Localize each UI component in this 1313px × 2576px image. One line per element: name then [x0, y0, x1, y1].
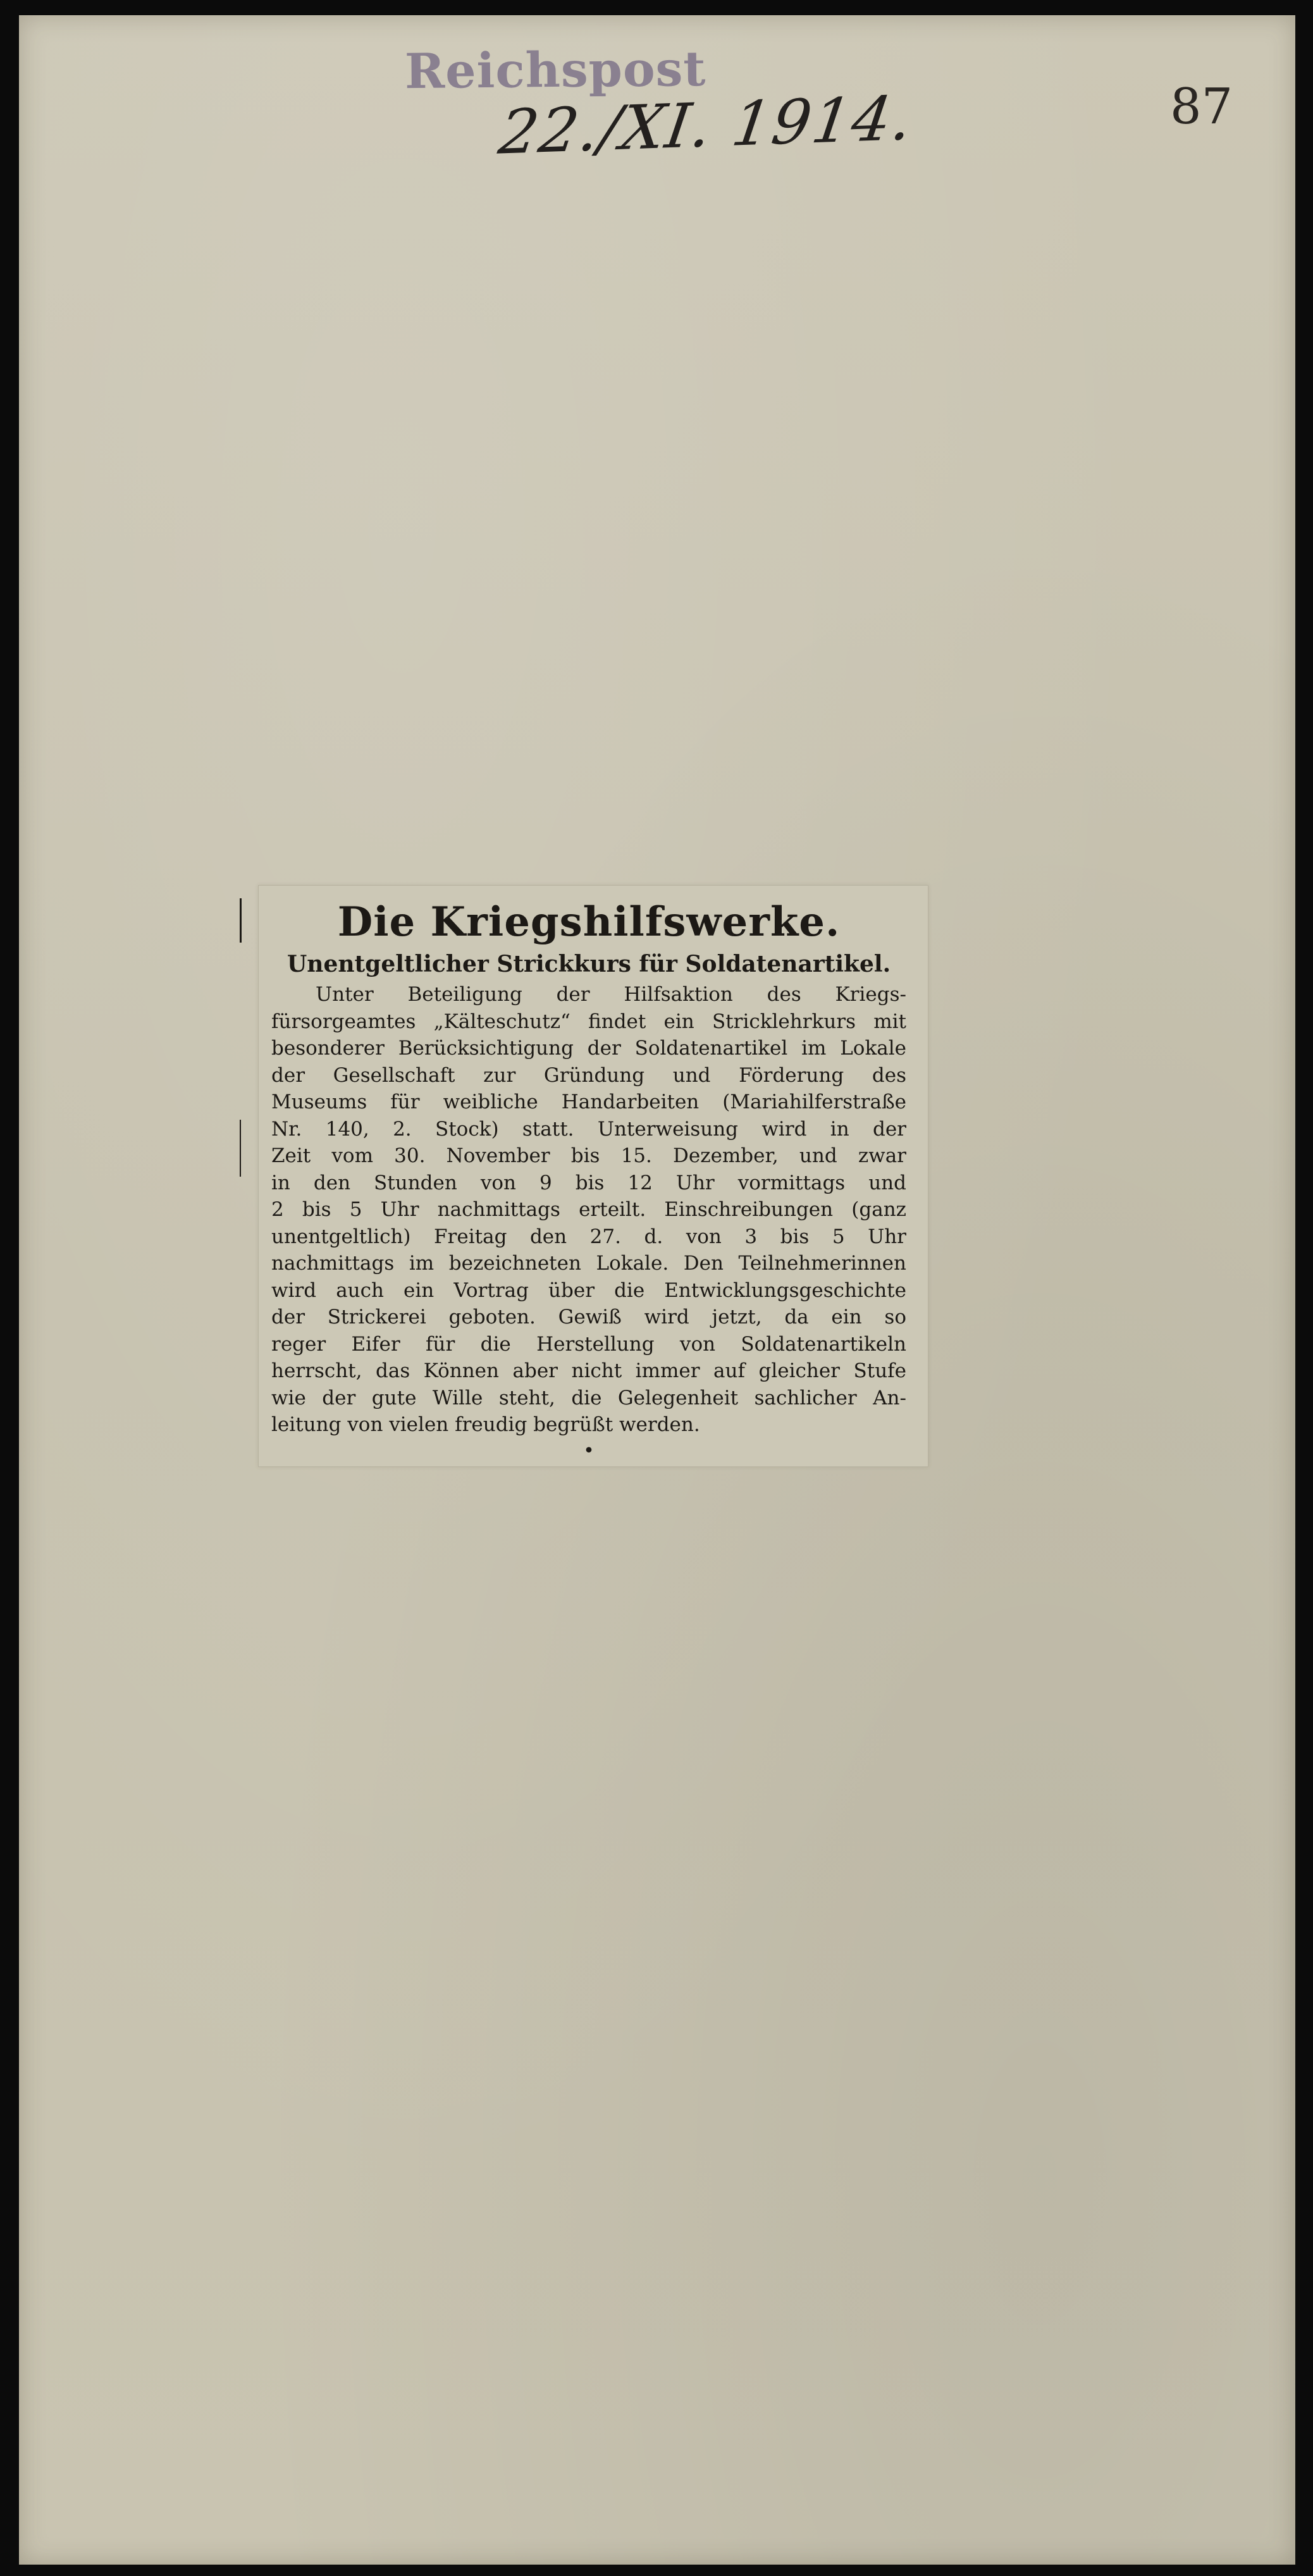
body-line: nachmittags im bezeichneten Lokale. Den Teilnehmerinnen — [271, 1252, 906, 1275]
page-number: 87 — [1170, 78, 1233, 135]
clipping-body — [271, 981, 906, 1439]
body-line: in den Stunden von 9 bis 12 Uhr vormittags und — [271, 1171, 906, 1194]
body-line: Nr. 140, 2. Stock) statt. Unterweisung wird in der — [271, 1117, 906, 1141]
body-line: fürsorgeamtes „Kälteschutz“ findet ein Stricklehrkurs mit — [271, 1010, 906, 1033]
handwritten-date: 22./XI. 1914. — [495, 82, 918, 168]
body-line: reger Eifer für die Herstellung von Soldatenartikeln — [271, 1332, 906, 1356]
body-line: 2 bis 5 Uhr nachmittags erteilt. Einschreibungen (ganz — [271, 1198, 906, 1221]
body-line: Museums für weibliche Handarbeiten (Mariahilferstraße — [271, 1091, 906, 1113]
newspaper-clipping — [258, 885, 928, 1467]
body-line: unentgeltlich) Freitag den 27. d. von 3 bis 5 Uhr — [271, 1225, 906, 1248]
body-line: der Gesellschaft zur Gründung und Förderung des — [271, 1063, 906, 1087]
end-of-article-mark: • — [583, 1439, 595, 1462]
body-line: Zeit vom 30. November bis 15. Dezember, und zwar — [271, 1144, 906, 1167]
body-line: herrscht, das Können aber nicht immer auf gleicher Stufe — [271, 1359, 906, 1382]
body-line: wird auch ein Vortrag über die Entwicklungsgeschichte — [271, 1279, 906, 1302]
body-line: der Strickerei geboten. Gewiß wird jetzt, da ein so — [271, 1306, 906, 1328]
body-line: Unter Beteiligung der Hilfsaktion des Kriegs- — [316, 983, 906, 1006]
column-rule-lower — [240, 1120, 241, 1177]
archive-sheet — [19, 15, 1295, 2565]
clipping-headline: Die Kriegshilfswerke. — [337, 898, 841, 946]
column-rule-upper — [240, 898, 242, 943]
body-line: leitung von vielen freudig begrüßt werden. — [271, 1413, 700, 1436]
body-line: besonderer Berücksichtigung der Soldatenartikel im Lokale — [271, 1037, 906, 1060]
clipping-subheadline: Unentgeltlicher Strickkurs für Soldatenartikel. — [287, 951, 891, 977]
body-line: wie der gute Wille steht, die Gelegenheit sachlicher An- — [271, 1386, 906, 1409]
newspaper-stamp: Reichspost — [404, 40, 706, 100]
